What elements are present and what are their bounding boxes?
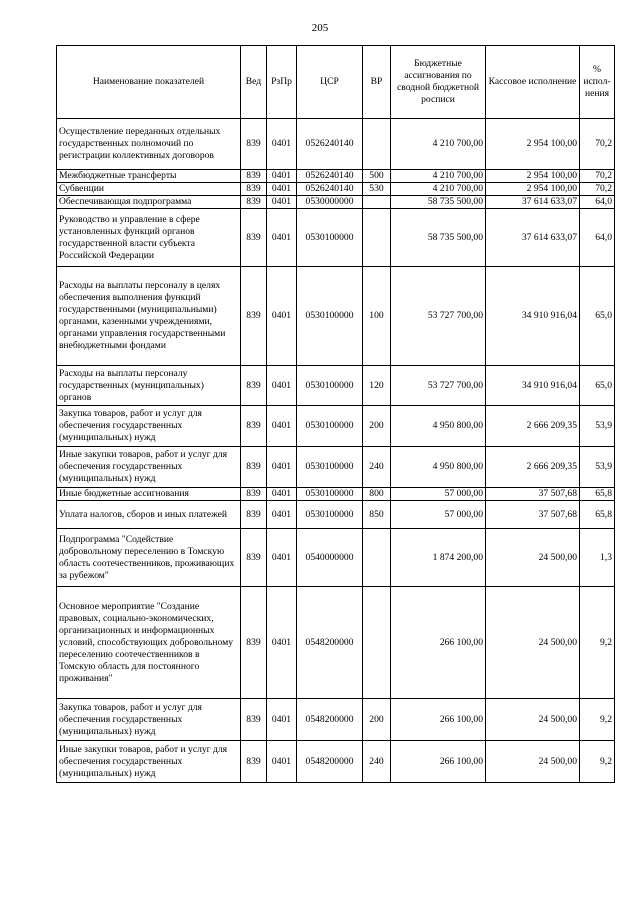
row-rzpr: 0401 [267,406,297,447]
table-row [57,587,615,699]
row-csr: 0530100000 [297,447,363,488]
row-ved: 839 [241,267,267,366]
table-row [57,447,615,488]
row-percent: 53,9 [580,406,615,447]
row-ved: 839 [241,501,267,529]
row-vr [363,587,391,699]
row-name: Субвенции [57,183,241,196]
row-name: Закупка товаров, работ и услуг для обеспечения государственных (муниципальных) нужд [57,406,241,447]
row-percent: 70,2 [580,183,615,196]
row-budget: 4 210 700,00 [391,119,486,170]
row-vr: 850 [363,501,391,529]
row-kassa: 2 954 100,00 [486,183,580,196]
row-name: Основное мероприятие "Создание правовых, социально-экономических, организационных и информационных условий, способствующих добровольному переселению соотечественников в Томскую область для постоянного проживания" [57,587,241,699]
row-ved: 839 [241,209,267,267]
row-budget: 266 100,00 [391,699,486,741]
row-vr: 530 [363,183,391,196]
row-name: Иные закупки товаров, работ и услуг для обеспечения государственных (муниципальных) нужд [57,447,241,488]
table-row [57,501,615,529]
row-csr: 0548200000 [297,741,363,783]
row-ved: 839 [241,447,267,488]
header-name: Наименование показателей [57,46,241,119]
row-name: Иные бюджетные ассигнования [57,488,241,501]
header-ved: Вед [241,46,267,119]
row-percent: 9,2 [580,587,615,699]
header-rzpr: РзПр [267,46,297,119]
table-row [57,529,615,587]
row-percent: 70,2 [580,119,615,170]
table-row [57,170,615,183]
row-vr: 500 [363,170,391,183]
header-percent: % испол-нения [580,46,615,119]
row-percent: 1,3 [580,529,615,587]
row-vr [363,119,391,170]
row-name: Обеспечивающая подпрограмма [57,196,241,209]
row-rzpr: 0401 [267,209,297,267]
row-kassa: 24 500,00 [486,587,580,699]
page-number: 205 [311,22,329,34]
row-rzpr: 0401 [267,196,297,209]
row-budget: 58 735 500,00 [391,209,486,267]
row-budget: 4 950 800,00 [391,406,486,447]
row-ved: 839 [241,529,267,587]
row-kassa: 2 954 100,00 [486,119,580,170]
row-name: Расходы на выплаты персоналу в целях обеспечения выполнения функций государственными (муниципальными) органами, казенными учреждениями, органами управления государственными внебюджетными фондами [57,267,241,366]
row-csr: 0548200000 [297,587,363,699]
row-percent: 64,0 [580,196,615,209]
row-rzpr: 0401 [267,699,297,741]
row-percent: 9,2 [580,741,615,783]
row-ved: 839 [241,183,267,196]
row-vr: 240 [363,741,391,783]
row-budget: 58 735 500,00 [391,196,486,209]
row-kassa: 2 666 209,35 [486,447,580,488]
row-vr: 240 [363,447,391,488]
row-rzpr: 0401 [267,119,297,170]
row-percent: 53,9 [580,447,615,488]
row-percent: 65,0 [580,366,615,406]
row-budget: 1 874 200,00 [391,529,486,587]
row-budget: 53 727 700,00 [391,267,486,366]
row-rzpr: 0401 [267,741,297,783]
row-budget: 57 000,00 [391,501,486,529]
row-budget: 4 950 800,00 [391,447,486,488]
row-ved: 839 [241,196,267,209]
row-name: Осуществление переданных отдельных государственных полномочий по регистрации коллективных договоров [57,119,241,170]
table-row [57,741,615,783]
row-vr: 120 [363,366,391,406]
table-row [57,119,615,170]
row-vr: 200 [363,406,391,447]
row-vr [363,529,391,587]
row-vr: 100 [363,267,391,366]
row-percent: 64,0 [580,209,615,267]
row-ved: 839 [241,119,267,170]
row-csr: 0530100000 [297,267,363,366]
row-name: Закупка товаров, работ и услуг для обеспечения государственных (муниципальных) нужд [57,699,241,741]
row-csr: 0540000000 [297,529,363,587]
row-kassa: 37 614 633,07 [486,196,580,209]
row-name: Иные закупки товаров, работ и услуг для обеспечения государственных (муниципальных) нужд [57,741,241,783]
row-vr: 800 [363,488,391,501]
row-rzpr: 0401 [267,170,297,183]
row-percent: 65,0 [580,267,615,366]
table-row [57,406,615,447]
row-csr: 0526240140 [297,170,363,183]
row-vr: 200 [363,699,391,741]
row-csr: 0530100000 [297,406,363,447]
table-row [57,699,615,741]
row-vr [363,209,391,267]
row-budget: 266 100,00 [391,741,486,783]
row-csr: 0530000000 [297,196,363,209]
row-ved: 839 [241,406,267,447]
header-budget: Бюджетные ассигнования по сводной бюджетной росписи [391,46,486,119]
row-budget: 4 210 700,00 [391,170,486,183]
row-ved: 839 [241,587,267,699]
row-csr: 0548200000 [297,699,363,741]
row-percent: 70,2 [580,170,615,183]
row-percent: 9,2 [580,699,615,741]
row-kassa: 2 954 100,00 [486,170,580,183]
table-row [57,209,615,267]
row-kassa: 37 507,68 [486,488,580,501]
row-kassa: 24 500,00 [486,529,580,587]
row-rzpr: 0401 [267,587,297,699]
header-vr: ВР [363,46,391,119]
row-budget: 57 000,00 [391,488,486,501]
header-csr: ЦСР [297,46,363,119]
row-rzpr: 0401 [267,447,297,488]
row-percent: 65,8 [580,501,615,529]
row-ved: 839 [241,366,267,406]
row-rzpr: 0401 [267,183,297,196]
table-row [57,196,615,209]
header-kassa: Кассовое исполнение [486,46,580,119]
row-kassa: 37 614 633,07 [486,209,580,267]
row-name: Уплата налогов, сборов и иных платежей [57,501,241,529]
row-kassa: 24 500,00 [486,699,580,741]
row-name: Подпрограмма "Содействие добровольному переселению в Томскую область соотечественников, проживающих за рубежом" [57,529,241,587]
row-csr: 0530100000 [297,366,363,406]
table-row [57,366,615,406]
row-ved: 839 [241,170,267,183]
row-rzpr: 0401 [267,529,297,587]
row-csr: 0526240140 [297,183,363,196]
row-budget: 53 727 700,00 [391,366,486,406]
row-kassa: 2 666 209,35 [486,406,580,447]
row-ved: 839 [241,488,267,501]
row-rzpr: 0401 [267,501,297,529]
row-name: Руководство и управление в сфере установленных функций органов государственной власти субъекта Российской Федерации [57,209,241,267]
row-kassa: 34 910 916,04 [486,366,580,406]
row-kassa: 37 507,68 [486,501,580,529]
row-rzpr: 0401 [267,366,297,406]
row-name: Межбюджетные трансферты [57,170,241,183]
budget-table [56,45,615,783]
table-header-row [57,46,615,119]
row-kassa: 34 910 916,04 [486,267,580,366]
row-percent: 65,8 [580,488,615,501]
row-csr: 0530100000 [297,488,363,501]
table-row [57,183,615,196]
row-ved: 839 [241,741,267,783]
row-csr: 0530100000 [297,209,363,267]
row-csr: 0530100000 [297,501,363,529]
row-name: Расходы на выплаты персоналу государственных (муниципальных) органов [57,366,241,406]
row-rzpr: 0401 [267,267,297,366]
row-ved: 839 [241,699,267,741]
row-vr [363,196,391,209]
row-csr: 0526240140 [297,119,363,170]
table-row [57,488,615,501]
row-budget: 4 210 700,00 [391,183,486,196]
row-budget: 266 100,00 [391,587,486,699]
row-rzpr: 0401 [267,488,297,501]
table-row [57,267,615,366]
row-kassa: 24 500,00 [486,741,580,783]
